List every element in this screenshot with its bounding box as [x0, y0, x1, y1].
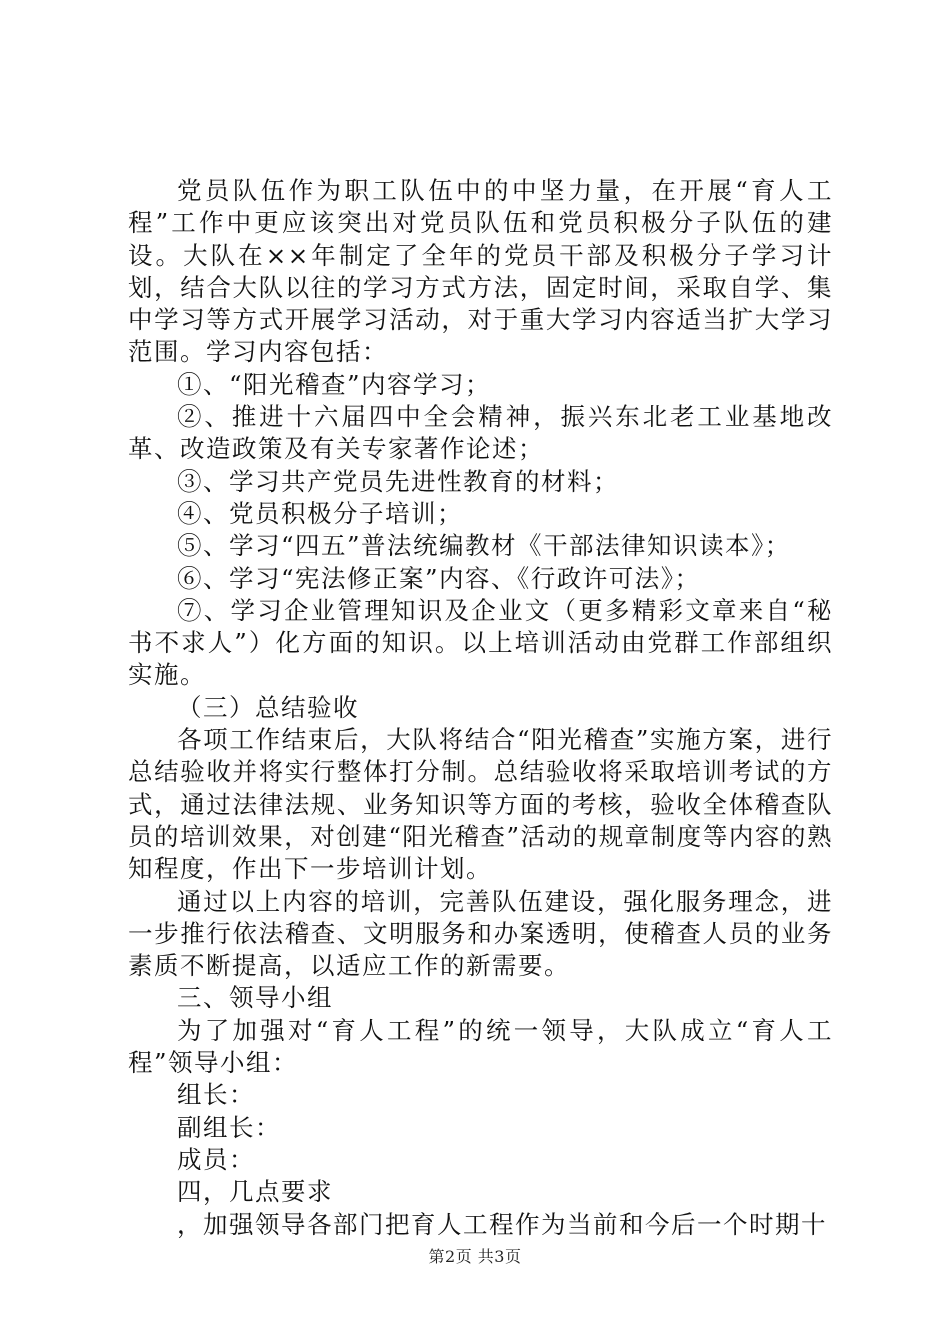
paragraph-leadership: 为了加强对“育人工程”的统一领导，大队成立“育人工程”领导小组： — [128, 1015, 833, 1078]
members-line: 成员： — [177, 1144, 255, 1174]
paragraph-summary: 各项工作结束后，大队将结合“阳光稽查”实施方案，进行总结验收并将实行整体打分制。总结验收将采取培训考试的方式，通过法律法规、业务知识等方面的考核，验收全体稽查队员的培训效果，对创建“阳光稽查”活动的规章制度等内容的熟知程度，作出下一步培训计划。 — [128, 725, 833, 884]
list-item-2: ②、推进十六届四中全会精神，振兴东北老工业基地改革、改造政策及有关专家著作论述； — [128, 402, 833, 464]
section-heading-leadership: 三、领导小组 — [177, 983, 333, 1013]
group-leader-line: 组长： — [177, 1080, 255, 1110]
section-heading-summary: （三）总结验收 — [177, 692, 359, 722]
list-item-4: ④、党员积极分子培训； — [177, 498, 463, 528]
page-footer: 第2页 共3页 — [428, 1247, 522, 1266]
deputy-leader-line: 副组长： — [177, 1112, 281, 1142]
list-item-7: ⑦、学习企业管理知识及企业文（更多精彩文章来自“秘书不求人”）化方面的知识。以上培训活动由党群工作部组织实施。 — [128, 595, 833, 690]
list-item-6: ⑥、学习“宪法修正案”内容、《行政许可法》； — [177, 563, 701, 593]
paragraph-requirements: ，加强领导各部门把育人工程作为当前和今后一个时期十 — [177, 1209, 827, 1239]
list-item-5: ⑤、学习“四五”普法统编教材《干部法律知识读本》； — [177, 531, 791, 561]
document-body — [128, 175, 833, 1241]
section-heading-requirements: 四，几点要求 — [177, 1177, 333, 1207]
list-item-3: ③、学习共产党员先进性教育的材料； — [177, 466, 619, 496]
paragraph-training-result: 通过以上内容的培训，完善队伍建设，强化服务理念，进一步推行依法稽查、文明服务和办案透明，使稽查人员的业务素质不断提高，以适应工作的新需要。 — [128, 886, 833, 981]
list-item-1: ①、“阳光稽查”内容学习； — [177, 369, 492, 399]
paragraph-party-members-intro: 党员队伍作为职工队伍中的中坚力量，在开展“育人工程”工作中更应该突出对党员队伍和党员积极分子队伍的建设。大队在××年制定了全年的党员干部及积极分子学习计划，结合大队以往的学习方式方法，固定时间，采取自学、集中学习等方式开展学习活动，对于重大学习内容适当扩大学习范围。学习内容包括： — [128, 176, 833, 367]
